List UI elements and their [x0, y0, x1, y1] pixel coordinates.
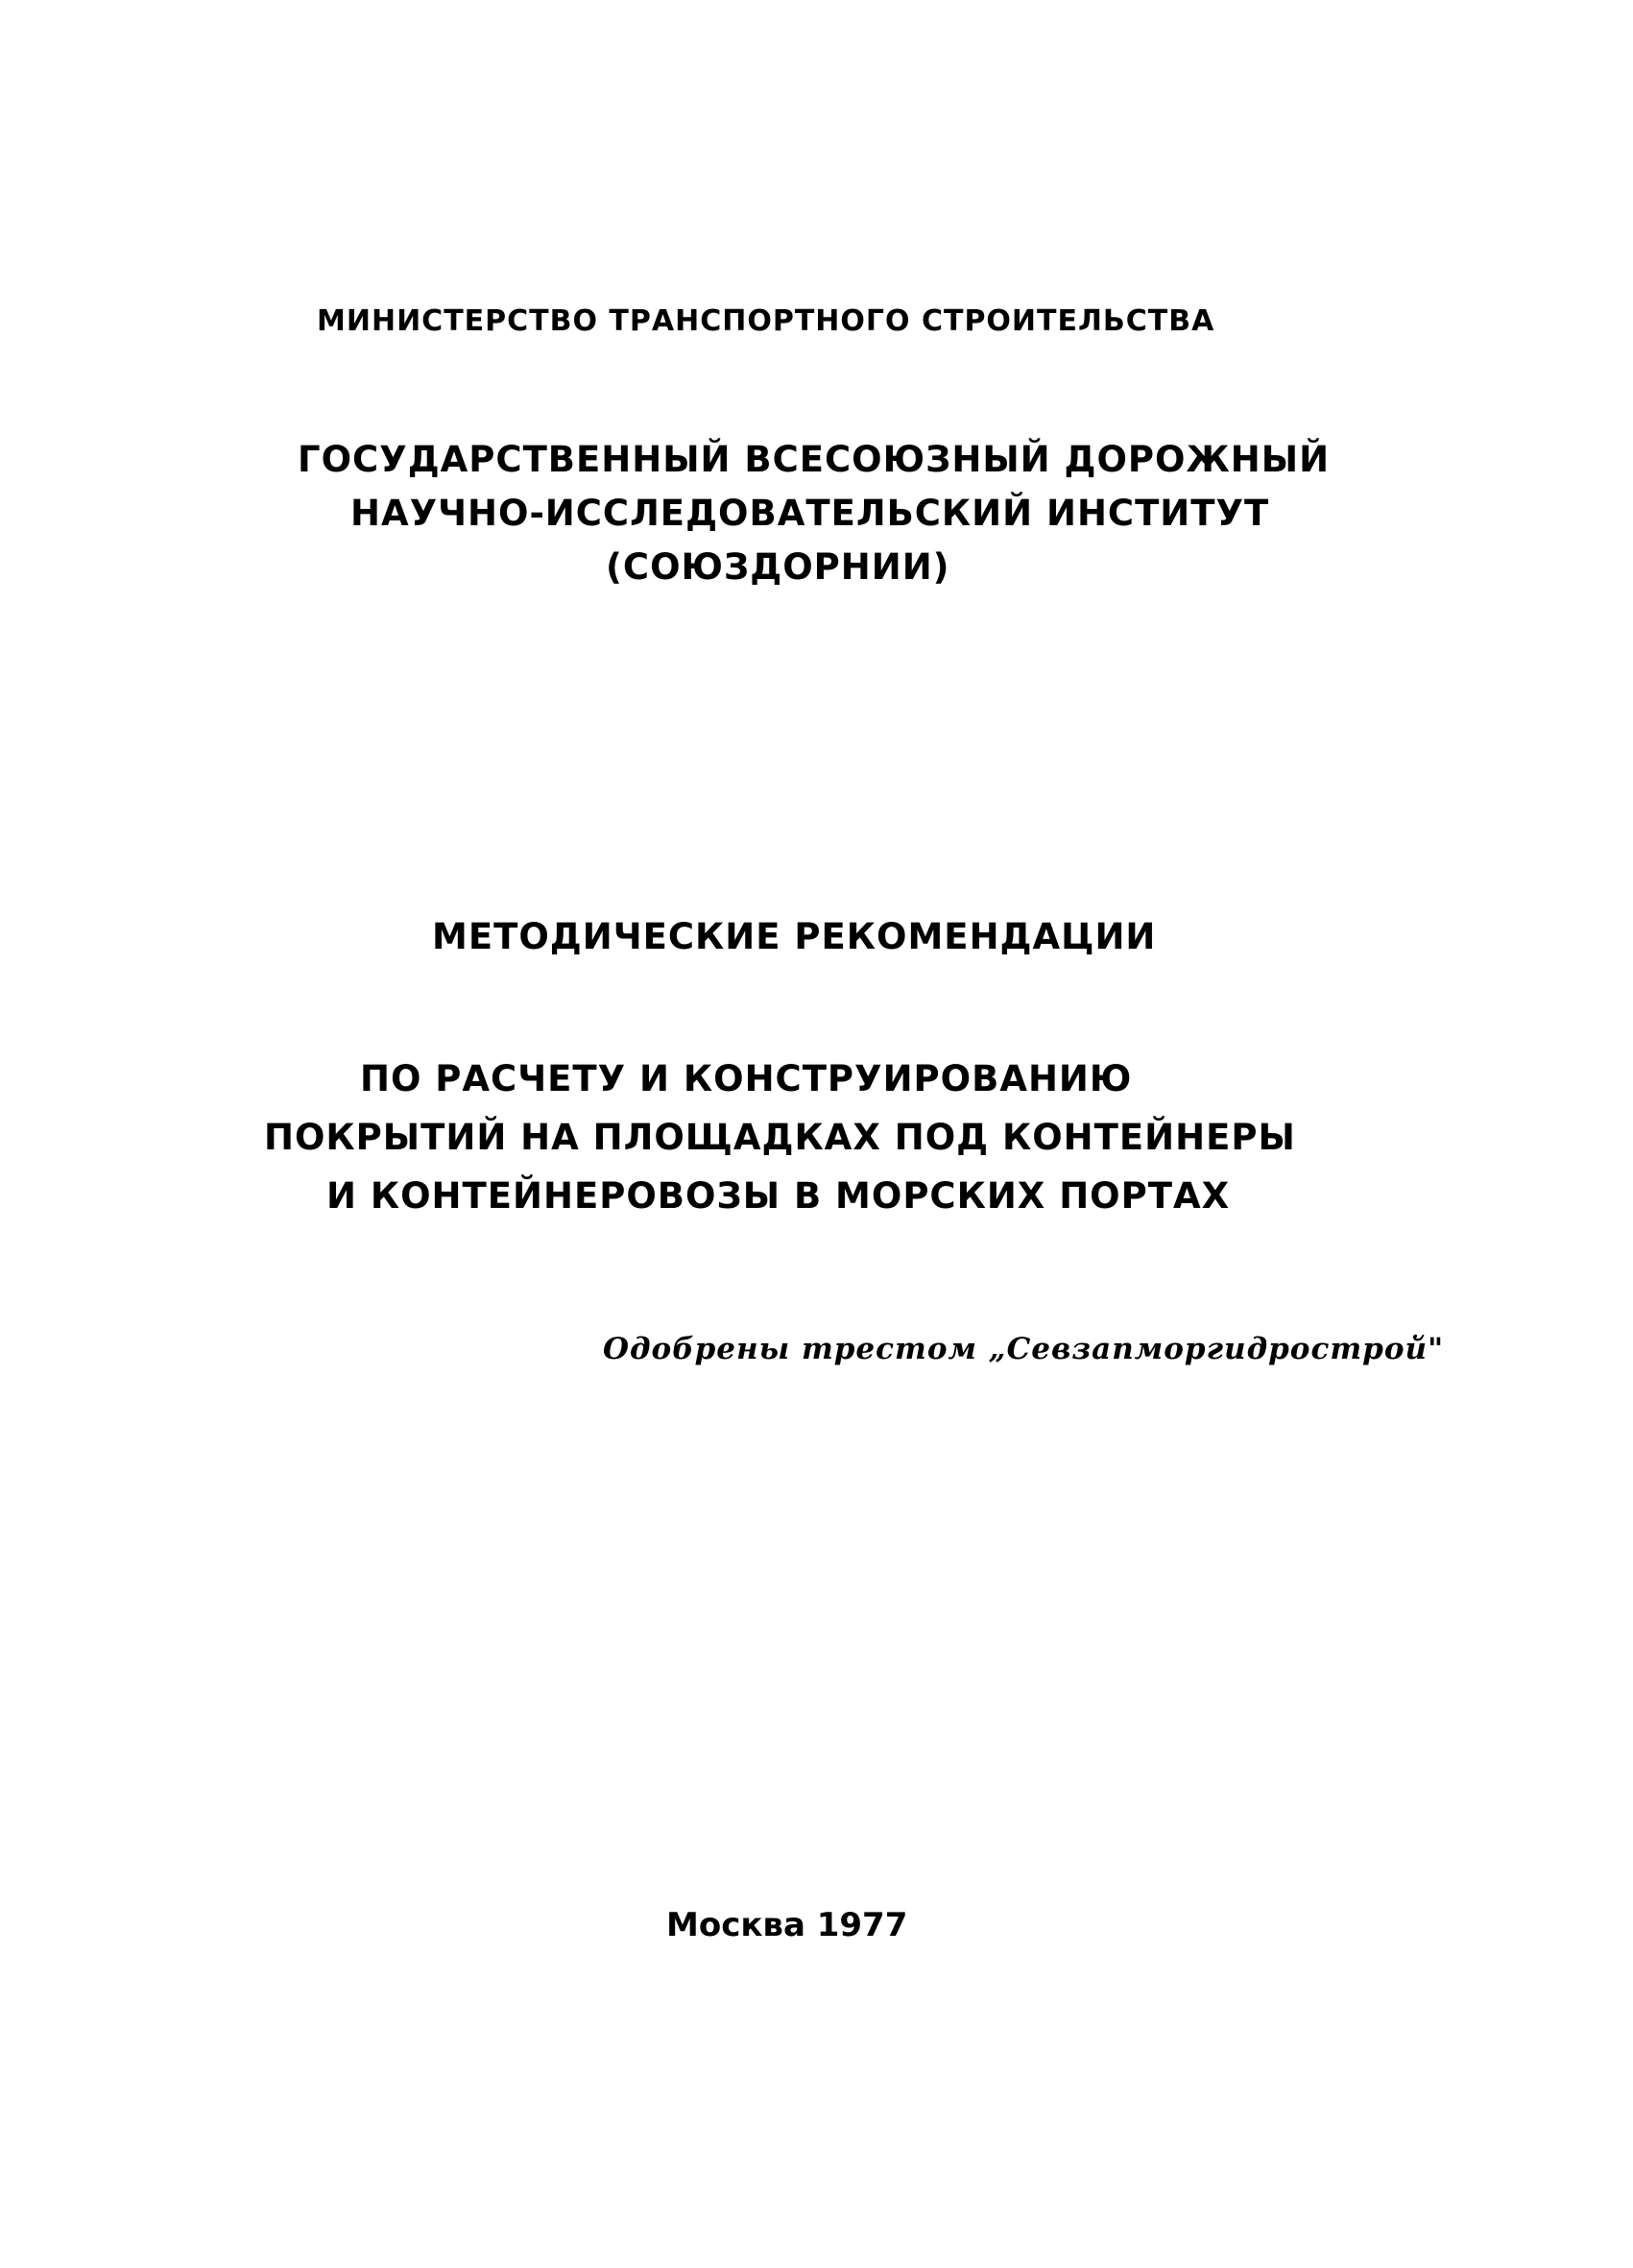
approval-note: Одобрены трестом „Севзапморгидрострой" — [603, 1332, 1445, 1366]
document-title-line-1: ПО РАСЧЕТУ И КОНСТРУИРОВАНИЮ — [360, 1058, 1133, 1099]
ministry-name: МИНИСТЕРСТВО ТРАНСПОРТНОГО СТРОИТЕЛЬСТВА — [317, 304, 1215, 338]
institute-abbreviation: (СОЮЗДОРНИИ) — [606, 546, 950, 588]
place-and-year: Москва 1977 — [666, 1906, 908, 1944]
document-type: МЕТОДИЧЕСКИЕ РЕКОМЕНДАЦИИ — [432, 916, 1157, 957]
document-title-line-2: ПОКРЫТИЙ НА ПЛОЩАДКАХ ПОД КОНТЕЙНЕРЫ — [264, 1117, 1296, 1158]
institute-name-line-2: НАУЧНО-ИССЛЕДОВАТЕЛЬСКИЙ ИНСТИТУТ — [350, 493, 1270, 534]
document-title-line-3: И КОНТЕЙНЕРОВОЗЫ В МОРСКИХ ПОРТАХ — [326, 1175, 1231, 1217]
institute-name-line-1: ГОСУДАРСТВЕННЫЙ ВСЕСОЮЗНЫЙ ДОРОЖНЫЙ — [298, 439, 1331, 480]
